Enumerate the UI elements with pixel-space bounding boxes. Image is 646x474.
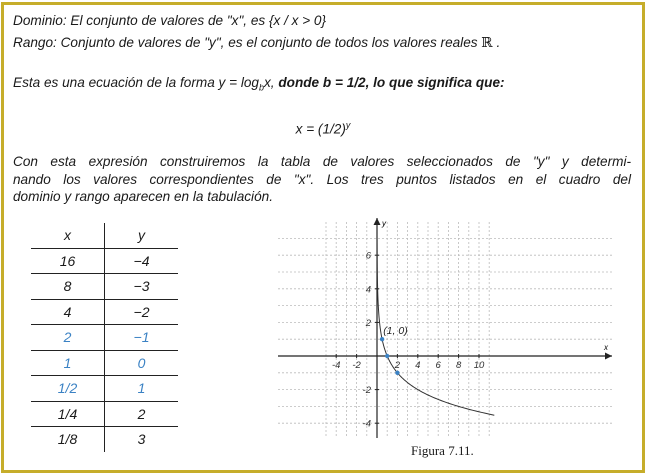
point-annotation: (1, 0) (383, 325, 408, 337)
cell-y: −1 (105, 325, 179, 351)
formula-base: x = (1/2) (295, 121, 346, 137)
cell-y: 0 (105, 350, 179, 376)
data-point (380, 337, 384, 341)
eq-bold: donde b = 1/2, lo que significa que: (278, 75, 505, 90)
cell-y: 3 (137, 431, 146, 448)
cell-x: 1/2 (31, 376, 105, 402)
domain-line: Dominio: El conjunto de valores de "x", es {x / x > 0} (13, 13, 327, 28)
x-tick-label: -2 (352, 360, 361, 371)
y-tick-label: -4 (362, 418, 371, 430)
figure-caption: Figura 7.11. (411, 443, 474, 458)
y-tick-label: 2 (365, 317, 371, 329)
x-tick-label: -4 (331, 360, 341, 371)
header-y: y (105, 223, 179, 248)
x-tick-label: 8 (455, 360, 462, 371)
cell-x: 8 (31, 274, 105, 300)
data-point (395, 371, 399, 375)
cell-x: 4 (31, 299, 105, 325)
x-tick-label: 2 (394, 360, 401, 371)
x-tick-label: 4 (415, 360, 421, 371)
cell-x: 2 (31, 325, 105, 351)
eq-sub: b (258, 82, 264, 93)
paragraph-line-2: nando los valores correspondientes de "x". Los tres puntos listados en el cuadro del (13, 171, 631, 187)
y-tick-label: 4 (365, 284, 371, 296)
x-tick-label: 6 (435, 360, 441, 371)
cell-y: −2 (105, 299, 179, 325)
range-text: Rango: Conjunto de valores de "y", es el conjunto de todos los valores reales (13, 35, 478, 50)
cell-y: −3 (105, 274, 179, 300)
cell-x: 1/4 (31, 401, 105, 427)
data-point (385, 354, 389, 358)
eq-pre: Esta es una ecuación de la forma y = log (13, 75, 259, 90)
y-tick-label: 6 (365, 250, 371, 262)
paragraph-line-1: Con esta expresión construiremos la tabla de valores seleccionados de "y" y determi- (13, 154, 631, 169)
cell-y: 2 (105, 401, 179, 427)
y-axis-arrow (374, 218, 381, 225)
paragraph-line-3: dominio y rango aparecen en la tabulación. (13, 189, 273, 204)
cell-y: −4 (105, 248, 179, 274)
cell-x: 1 (31, 350, 105, 376)
x-axis-arrow (605, 353, 612, 360)
cell-y: 1 (105, 376, 179, 402)
y-tick-label: -2 (362, 385, 371, 397)
header-x: x (31, 223, 105, 248)
cell-x: 1/8 (31, 427, 105, 452)
x-axis-label: x (604, 343, 608, 352)
reals-symbol: ℝ (481, 35, 493, 51)
x-tick-label: 10 (473, 360, 485, 371)
eq-mid: x, (263, 75, 279, 90)
range-end: . (492, 35, 501, 50)
y-axis-label: y (382, 219, 386, 228)
formula-exponent: y (345, 120, 351, 130)
cell-x: 16 (31, 248, 105, 274)
